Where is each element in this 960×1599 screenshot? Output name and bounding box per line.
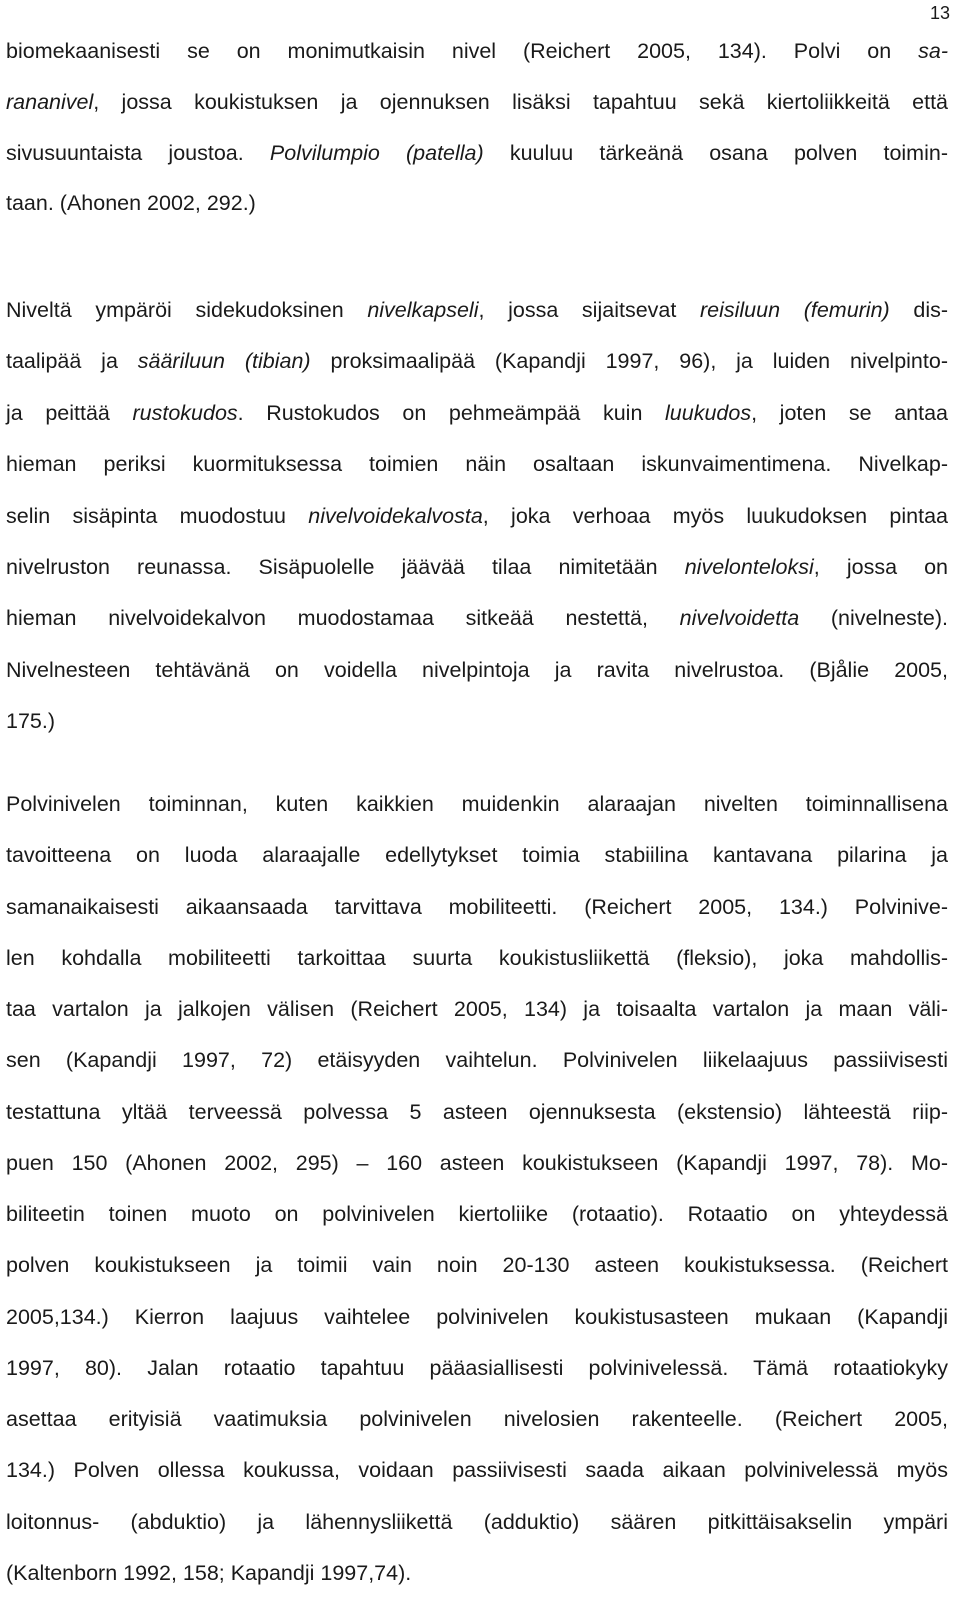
- text-run: asettaa erityisiä vaatimuksia polvinivelen nivelosien rakenteelle. (Reichert 2005,: [6, 1407, 948, 1431]
- text-run: 175.): [6, 709, 56, 734]
- text-run: taalipää ja: [6, 349, 138, 374]
- italic-term: luukudos: [665, 400, 752, 425]
- text-run: , joten se antaa: [751, 400, 948, 425]
- italic-term: sääriluun (tibian): [137, 349, 311, 374]
- text-line: [6, 285, 948, 336]
- text-run: 1997, 80). Jalan rotaatio tapahtuu pääasiallisesti polvinivelessä. Tämä rotaatiokyky: [6, 1355, 948, 1380]
- text-line: [6, 882, 948, 933]
- text-run: puen 150 (Ahonen 2002, 295) – 160 asteen koukistukseen (Kapandji 1997, 78). Mo-: [6, 1150, 948, 1175]
- text-run: polven koukistukseen ja toimii vain noin 20-130 asteen koukistuksessa. (Reichert: [6, 1253, 948, 1278]
- text-line: [6, 1189, 948, 1240]
- text-run: . Rustokudos on pehmeämpää kuin: [237, 400, 666, 425]
- text-run: hieman nivelvoidekalvon muodostamaa sitkeää nestettä,: [6, 606, 680, 631]
- text-run: 134.) Polven ollessa koukussa, voidaan passiivisesti saada aikaan polvinivelessä myös: [6, 1458, 948, 1483]
- text-line: [6, 984, 948, 1035]
- text-line: [6, 1548, 948, 1599]
- text-line: [6, 933, 948, 984]
- text-run: biomekaanisesti se on monimutkaisin nivel (Reichert 2005, 134). Polvi on: [6, 39, 919, 63]
- text-run: , jossa on: [813, 555, 949, 580]
- text-line: [6, 593, 948, 644]
- italic-term: rustokudos: [132, 400, 238, 425]
- italic-term: nivelvoidetta: [679, 606, 800, 631]
- text-line: [6, 128, 948, 179]
- text-line: [6, 1394, 948, 1445]
- text-run: Nivelnesteen tehtävänä on voidella nivelpintoja ja ravita nivelrustoa. (Bjålie 2005,: [6, 657, 948, 682]
- text-line: [6, 1292, 948, 1343]
- text-run: hieman periksi kuormituksessa toimien näin osaltaan iskunvaimentimena. Nivelkap-: [6, 452, 948, 477]
- text-run: tavoitteena on luoda alaraajalle edellytykset toimia stabiilina kantavana pilarina ja: [6, 843, 948, 868]
- text-line: [6, 1035, 948, 1086]
- text-line: [6, 779, 948, 830]
- text-run: taa vartalon ja jalkojen välisen (Reichert 2005, 134) ja toisaalta vartalon ja maan väli-: [6, 997, 948, 1021]
- text-line: [6, 178, 948, 229]
- text-line: [6, 1138, 948, 1189]
- italic-term: Polvilumpio (patella): [269, 140, 484, 165]
- text-line: [6, 26, 948, 77]
- text-line: [6, 1240, 948, 1291]
- text-line: [6, 1497, 948, 1548]
- text-line: [6, 830, 948, 881]
- text-run: sen (Kapandji 1997, 72) etäisyyden vaihtelun. Polvinivelen liikelaajuus passiivisesti: [6, 1048, 948, 1073]
- text-run: biliteetin toinen muoto on polvinivelen kiertoliike (rotaatio). Rotaatio on yhteydessä: [6, 1202, 948, 1226]
- text-run: 2005,134.) Kierron laajuus vaihtelee polvinivelen koukistusasteen mukaan (Kapandji: [6, 1304, 948, 1329]
- text-line: [6, 388, 948, 439]
- italic-term: nivelvoidekalvosta: [308, 503, 483, 528]
- italic-term: reisiluun (femurin): [699, 298, 890, 322]
- italic-term: nivelonteloksi: [684, 555, 814, 580]
- paragraph-3: [6, 779, 948, 1599]
- text-line: [6, 77, 948, 128]
- text-run: ja peittää: [6, 400, 133, 425]
- text-run: len kohdalla mobiliteetti tarkoittaa suurta koukistusliikettä (fleksio), joka mahdollis-: [6, 945, 948, 970]
- text-run: Polvinivelen toiminnan, kuten kaikkien muidenkin alaraajan nivelten toiminnallisena: [6, 792, 948, 816]
- paragraph-1: [6, 26, 948, 229]
- paragraph-2: [6, 285, 948, 748]
- text-run: Niveltä ympäröi sidekudoksinen: [6, 298, 368, 322]
- text-run: sivusuuntaista joustoa.: [6, 140, 270, 165]
- italic-term: nivelkapseli: [367, 298, 479, 322]
- text-run: , jossa sijaitsevat: [478, 298, 700, 322]
- text-run: dis-: [889, 298, 949, 322]
- text-run: , joka verhoaa myös luukudoksen pintaa: [482, 503, 948, 528]
- text-line: [6, 491, 948, 542]
- text-run: selin sisäpinta muodostuu: [6, 503, 309, 528]
- text-run: (nivelneste).: [799, 606, 948, 631]
- text-line: [6, 1087, 948, 1138]
- text-run: , jossa koukistuksen ja ojennuksen lisäksi tapahtuu sekä kiertoliikkeitä että: [93, 89, 948, 114]
- italic-term: sa-: [918, 39, 948, 63]
- text-run: taan. (Ahonen 2002, 292.): [6, 191, 256, 216]
- text-run: proksimaalipää (Kapandji 1997, 96), ja luiden nivelpinto-: [310, 349, 948, 374]
- text-line: [6, 1343, 948, 1394]
- page-number: 13: [929, 3, 950, 23]
- text-line: [6, 439, 948, 490]
- text-run: (Kaltenborn 1992, 158; Kapandji 1997,74).: [6, 1560, 412, 1585]
- text-run: loitonnus- (abduktio) ja lähennysliikettä (adduktio) säären pitkittäisakselin ympäri: [6, 1509, 948, 1534]
- text-run: kuuluu tärkeänä osana polven toimin-: [483, 140, 948, 165]
- text-line: [6, 645, 948, 696]
- text-line: [6, 336, 948, 387]
- text-line: [6, 1445, 948, 1496]
- text-run: nivelruston reunassa. Sisäpuolelle jäävää tilaa nimitetään: [6, 555, 685, 580]
- text-line: [6, 542, 948, 593]
- text-run: samanaikaisesti aikaansaada tarvittava mobiliteetti. (Reichert 2005, 134.) Polvinive-: [6, 894, 948, 919]
- italic-term: rananivel: [6, 89, 94, 114]
- text-line: [6, 696, 948, 747]
- text-run: testattuna yltää terveessä polvessa 5 asteen ojennuksesta (ekstensio) lähteestä riip-: [6, 1099, 948, 1124]
